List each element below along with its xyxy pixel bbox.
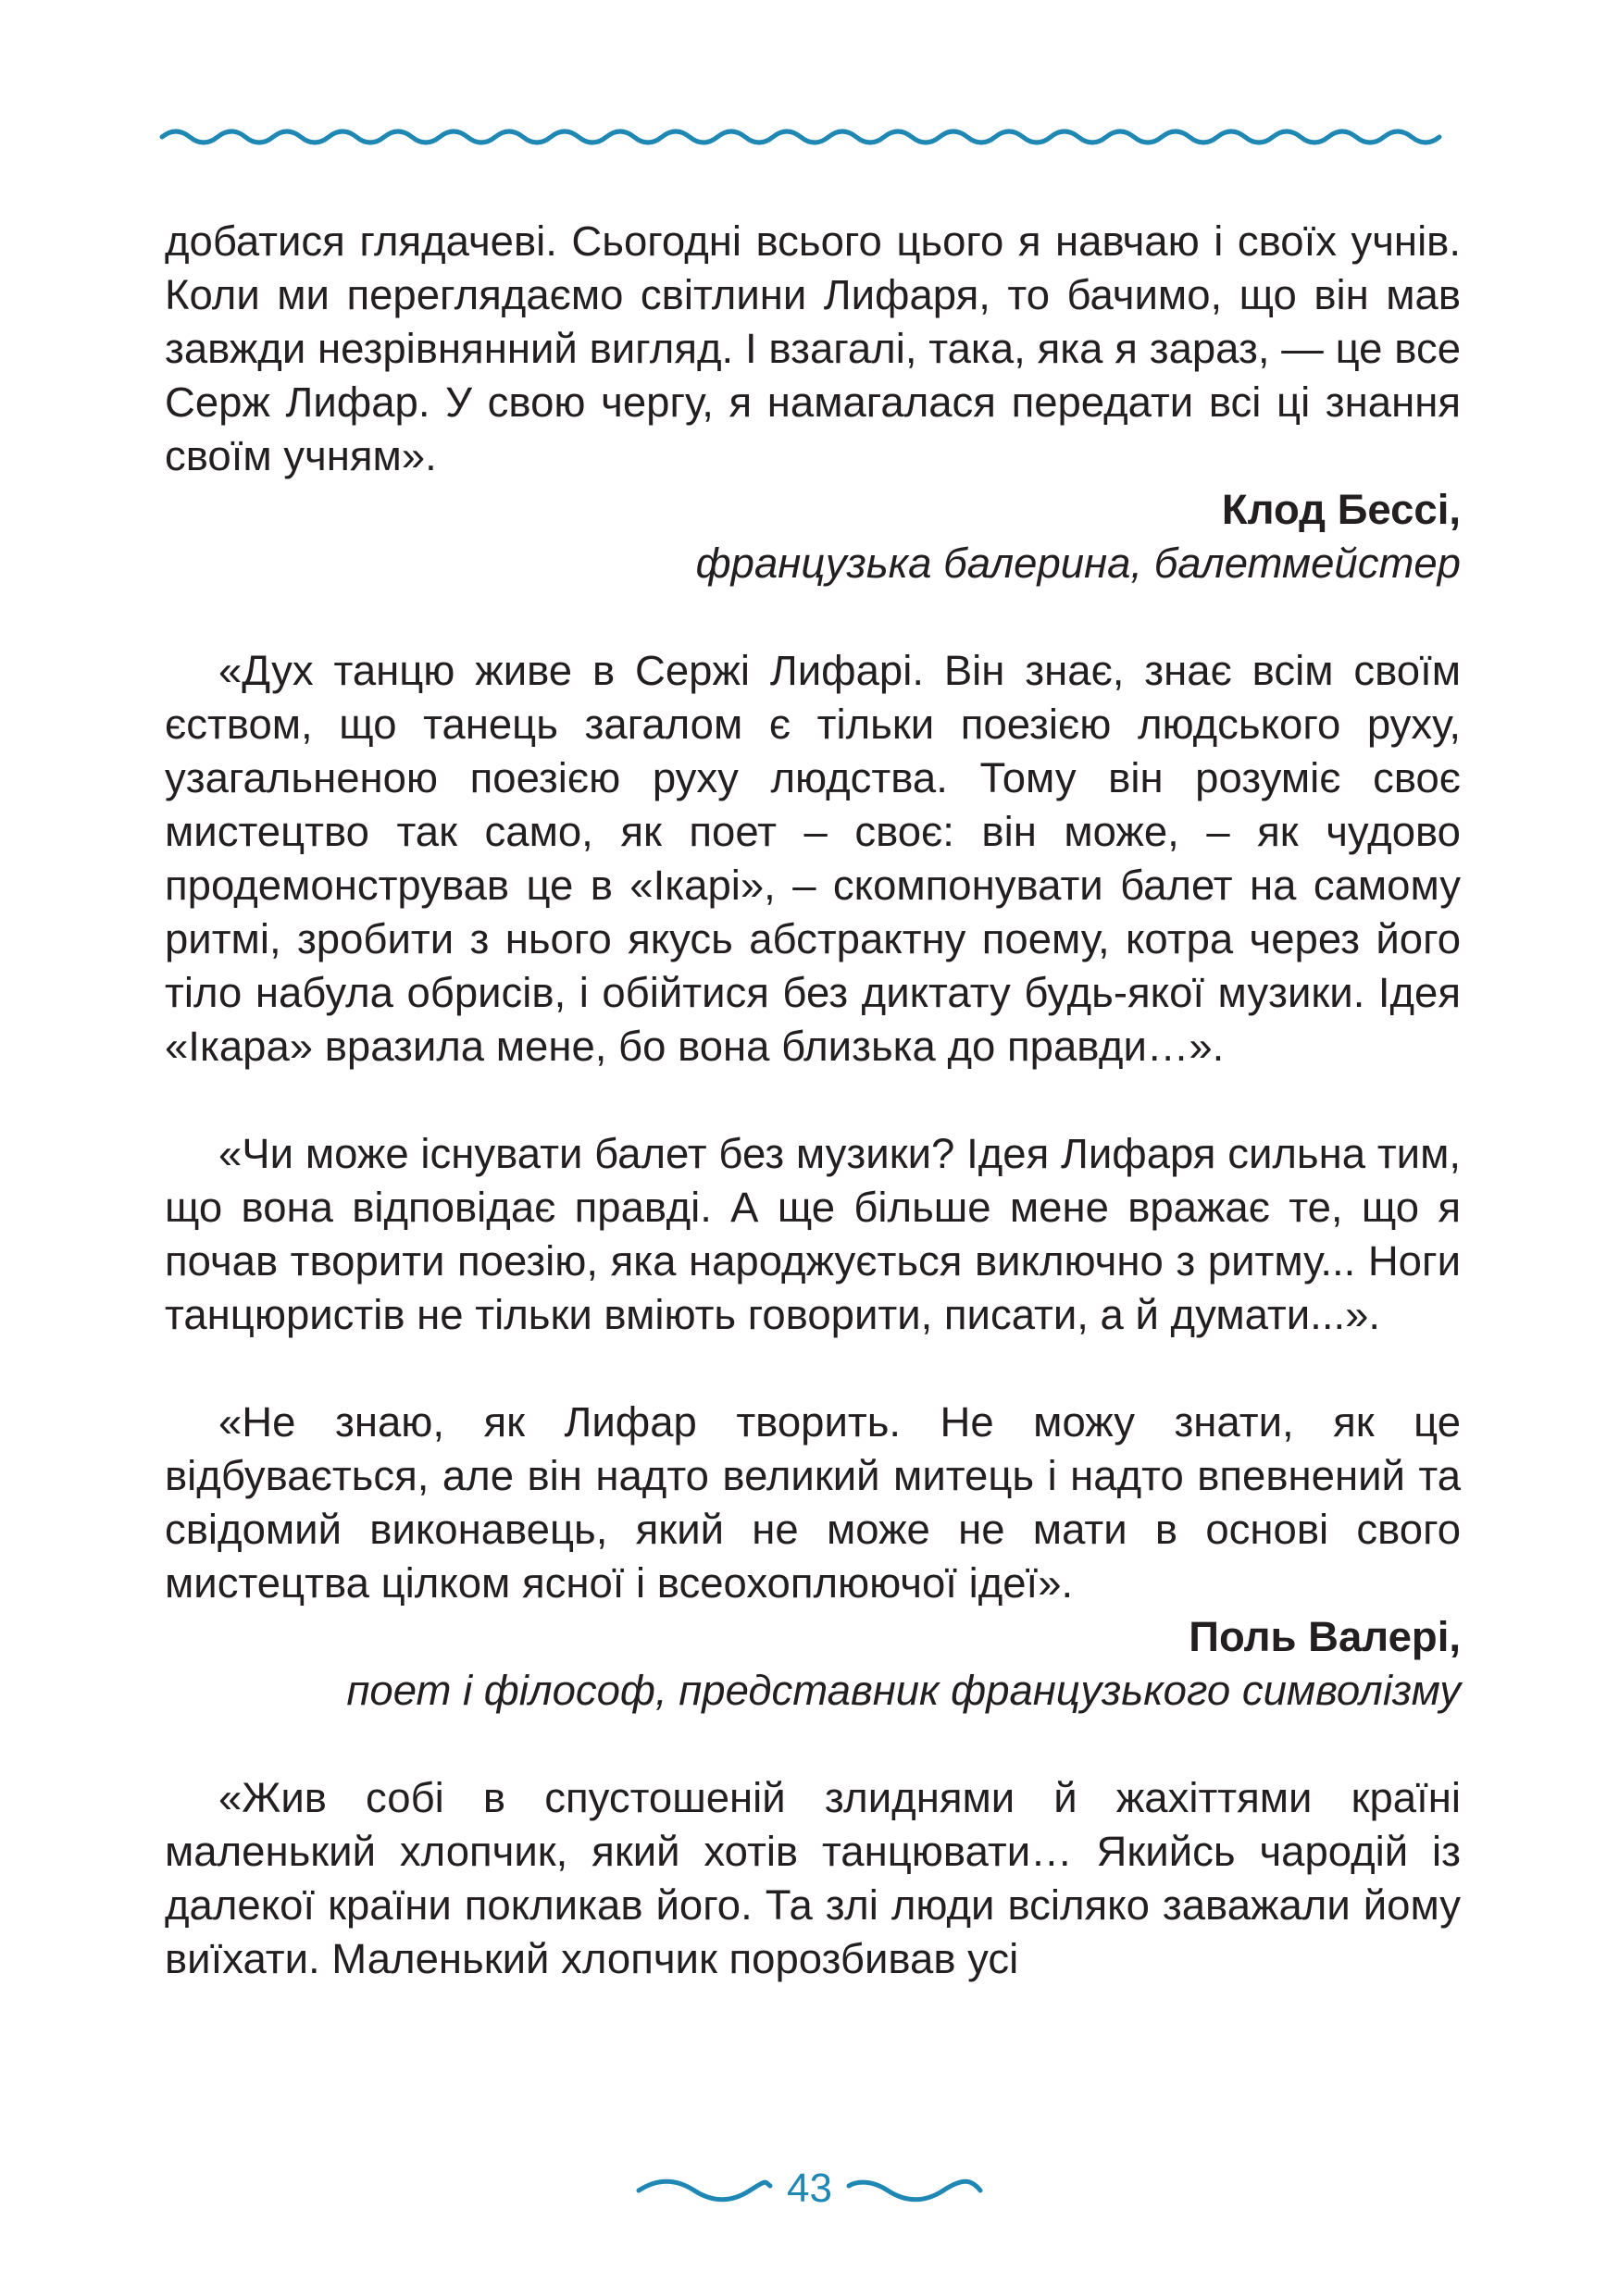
quote-author-role: поет і філософ, представник французького символізму <box>346 1667 1461 1714</box>
quote-paragraph: «Не знаю, як Лифар творить. Не можу знати, як це відбувається, але він надто великий митець і надто впевнений та свідомий виконавець, який не може не мати в основі свого мистецтва цілком ясної і всеохоплюючої ідеї». <box>165 1398 1461 1607</box>
quote-paragraph: «Жив собі в спустошеній злиднями й жахіттями країні маленький хлопчик, який хотів танцювати… Якийсь чародій із далекої країни покликав його. Та злі люди всіляко заважали йому виїхати. Маленький хлопчик порозбивав усі <box>165 1774 1461 1982</box>
wave-ornament-icon <box>159 118 1463 155</box>
quote-author-name: Клод Бессі, <box>1221 486 1461 533</box>
page-text <box>165 215 1461 1986</box>
quote-paragraph: «Дух танцю живе в Сержі Лифарі. Він знає, знає всім своїм єством, що танець загалом є тільки поезією людського руху, узагальненою поезією руху людства. Тому він розуміє своє мистецтво так само, як поет – своє: він може, – як чудово продемонстрував це в «Ікарі», – скомпонувати балет на самому ритмі, зробити з нього якусь абстрактну поему, котра через його тіло набула обрисів, і обійтися без диктату будь-якої музики. Ідея «Ікара» вразила мене, бо вона близька до правди…». <box>165 647 1461 1070</box>
paragraph-continuation: добатися глядачеві. Сьогодні всього цього я навчаю і своїх учнів. Коли ми переглядаємо світлини Лифаря, то бачимо, що він мав завжди незрівнянний вигляд. І взагалі, така, яка я зараз, — це все Серж Лифар. У свою чергу, я намагалася передати всі ці знання своїм учням». <box>165 217 1461 479</box>
page-number: 43 <box>787 2166 832 2211</box>
page-footer <box>0 2152 1619 2226</box>
paragraph-gap <box>165 1342 1461 1396</box>
wave-ornament-icon <box>635 2175 774 2203</box>
paragraph-gap <box>165 1718 1461 1771</box>
paragraph-gap <box>165 590 1461 644</box>
quote-author-name: Поль Валері, <box>1189 1613 1461 1660</box>
paragraph-gap <box>165 1074 1461 1127</box>
quote-paragraph: «Чи може існувати балет без музики? Ідея Лифаря сильна тим, що вона відповідає правді. А ще більше мене вражає те, що я почав творити поезію, яка народжується виключно з ритму... Ноги танцюристів не тільки вміють говорити, писати, а й думати...». <box>165 1130 1461 1338</box>
quote-author-role: французька балерина, балетмейстер <box>695 540 1461 587</box>
wave-ornament-icon <box>845 2175 984 2203</box>
